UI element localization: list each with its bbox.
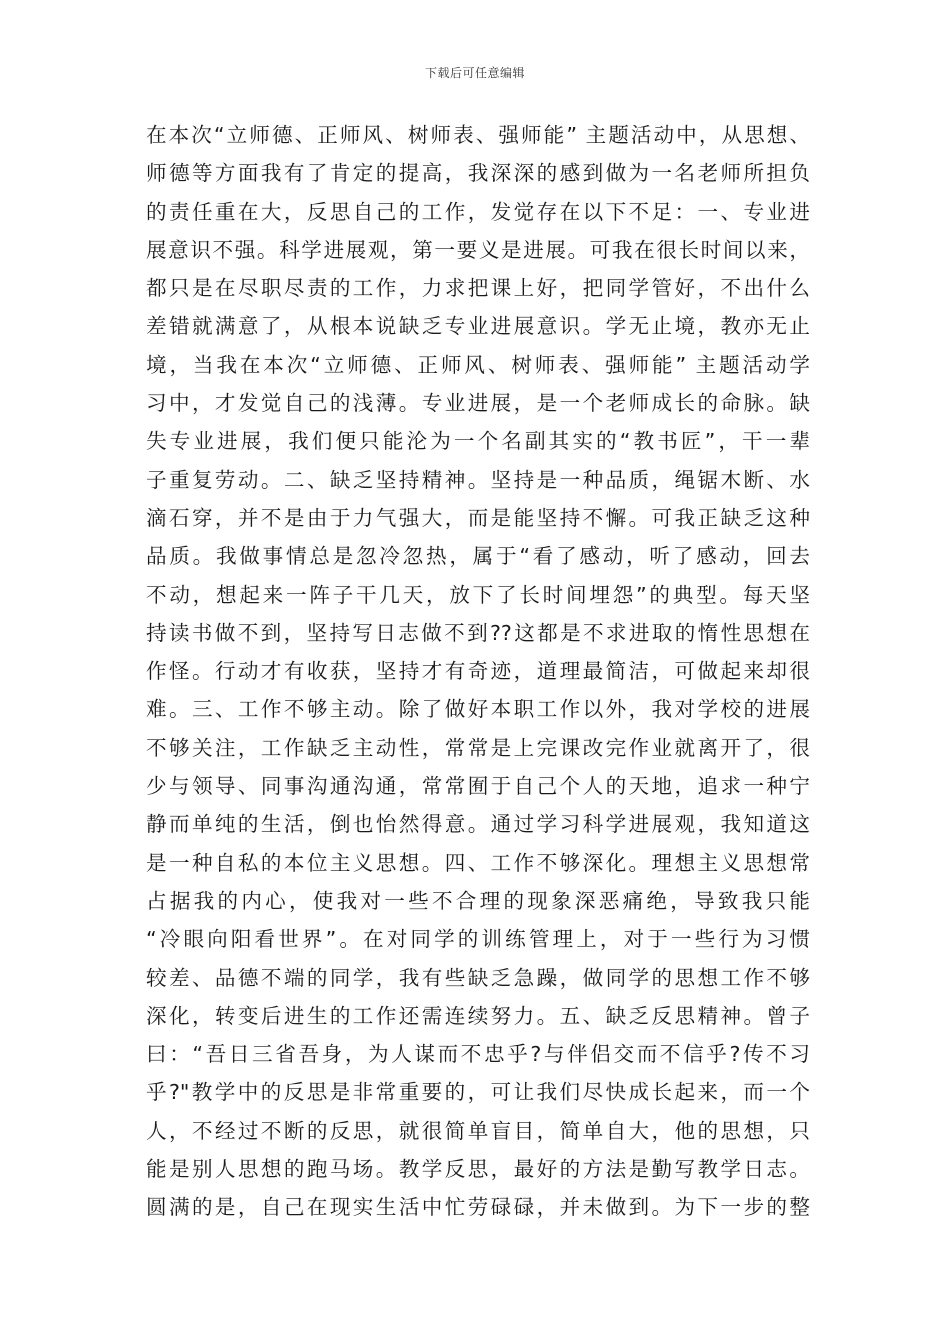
text-line: 师德等方面我有了肯定的提高，我深深的感到做为一名老师所担负	[146, 161, 810, 186]
text-line: 差错就满意了，从根本说缺乏专业进展意识。学无止境，教亦无止	[146, 314, 810, 339]
text-line: 滴石穿，并不是由于力气强大，而是能坚持不懈。可我正缺乏这种	[146, 505, 810, 530]
text-line: 的责任重在大，反思自己的工作，发觉存在以下不足：一、专业进	[146, 199, 810, 224]
text-line: 曰：“吾日三省吾身，为人谋而不忠乎?与伴侣交而不信乎?传不习	[146, 1042, 810, 1067]
text-line: 习中，才发觉自己的浅薄。专业进展，是一个老师成长的命脉。缺	[146, 391, 810, 416]
text-line: 较差、品德不端的同学，我有些缺乏急躁，做同学的思想工作不够	[146, 965, 810, 990]
download-note: 下载后可任意编辑	[424, 66, 525, 80]
text-line: 展意识不强。科学进展观，第一要义是进展。可我在很长时间以来，	[146, 237, 810, 262]
text-line: 占据我的内心，使我对一些不合理的现象深恶痛绝，导致我只能	[146, 888, 810, 913]
text-line: 不动，想起来一阵子干几天，放下了长时间埋怨”的典型。每天坚	[146, 582, 810, 607]
text-line: 圆满的是，自己在现实生活中忙劳碌碌，并未做到。为下一步的整	[146, 1195, 810, 1220]
text-line: 境，当我在本次“立师德、正师风、树师表、强师能” 主题活动学	[146, 352, 810, 377]
body-paragraph	[146, 116, 810, 1227]
text-line: 少与领导、同事沟通沟通，常常囿于自己个人的天地，追求一种宁	[146, 774, 810, 799]
text-line: 静而单纯的生活，倒也怡然得意。通过学习科学进展观，我知道这	[146, 812, 810, 837]
text-line: 持读书做不到，坚持写日志做不到??这都是不求进取的惰性思想在	[146, 620, 810, 645]
text-line: 人，不经过不断的反思，就很简单盲目，简单自大，他的思想，只	[146, 1118, 810, 1143]
text-line: 失专业进展，我们便只能沦为一个名副其实的“教书匠”，干一辈	[146, 429, 810, 454]
text-line: 乎?"教学中的反思是非常重要的，可让我们尽快成长起来，而一个	[146, 1080, 810, 1105]
text-line: “冷眼向阳看世界”。在对同学的训练管理上，对于一些行为习惯	[146, 927, 810, 952]
text-line: 都只是在尽职尽责的工作，力求把课上好，把同学管好，不出什么	[146, 276, 810, 301]
text-line: 深化，转变后进生的工作还需连续努力。五、缺乏反思精神。曾子	[146, 1003, 810, 1028]
text-line: 能是别人思想的跑马场。教学反思，最好的方法是勤写教学日志。	[146, 1157, 810, 1182]
text-line: 子重复劳动。二、缺乏坚持精神。坚持是一种品质，绳锯木断、水	[146, 467, 810, 492]
text-line: 在本次“立师德、正师风、树师表、强师能” 主题活动中，从思想、	[146, 123, 810, 147]
text-line: 不够关注，工作缺乏主动性，常常是上完课改完作业就离开了，很	[146, 735, 810, 760]
text-line: 品质。我做事情总是忽冷忽热，属于“看了感动，听了感动，回去	[146, 544, 810, 569]
text-line: 是一种自私的本位主义思想。四、工作不够深化。理想主义思想常	[146, 850, 810, 875]
text-line: 作怪。行动才有收获，坚持才有奇迹，道理最简洁，可做起来却很	[146, 659, 810, 684]
text-line: 难。三、工作不够主动。除了做好本职工作以外，我对学校的进展	[146, 697, 810, 722]
